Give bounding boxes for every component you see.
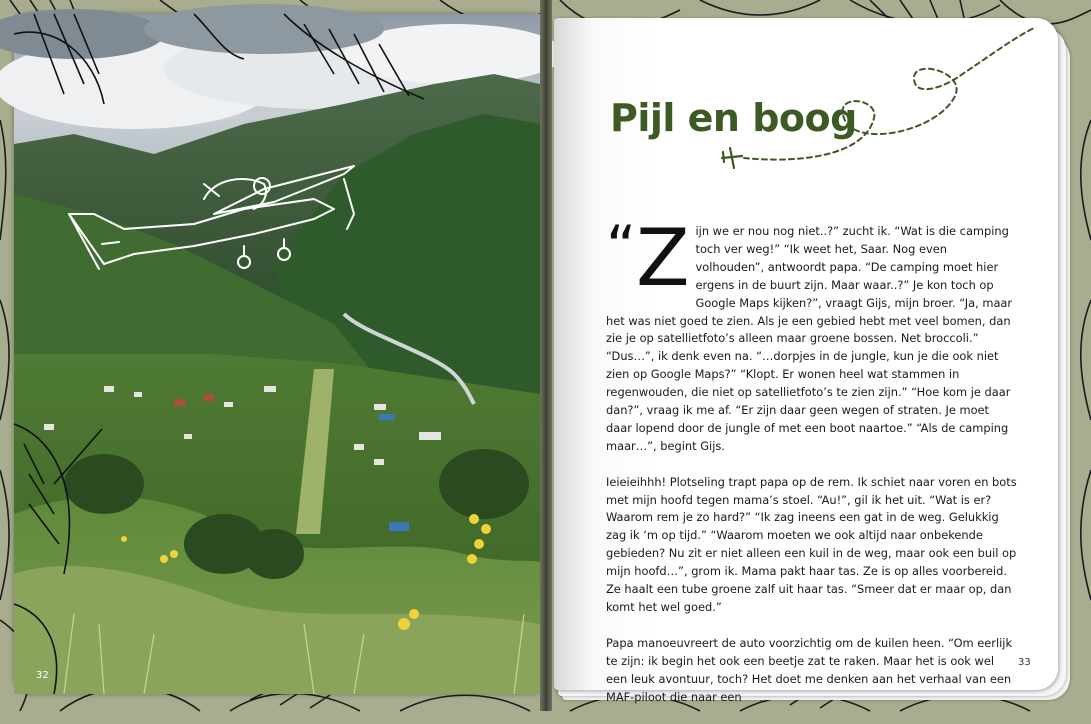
drop-cap <box>606 213 690 304</box>
story-paragraph <box>606 213 1018 456</box>
right-page-stack <box>554 18 1074 704</box>
book-spine <box>540 0 552 711</box>
story-paragraph: Papa manoeuvreert de auto voorzichtig om de kuilen heen. “Om eerlijk te zijn: ik begin het ook een beetje zat te raken. Maar het is ook wel een leuk avontuur, toch? Het doet me denken aan het verhaal van een MAF-piloot die naar een <box>606 635 1013 704</box>
story-text <box>606 213 1018 724</box>
drop-cap-quote: “ <box>606 213 637 281</box>
mountain-valley-airstrip-photo <box>14 14 540 694</box>
drop-cap-letter: Z <box>636 214 690 304</box>
paragraph-text: ijn we er nou nog niet..?” zucht ik. “Wat is die camping toch ver weg!” “Ik weet het, Saar. Nog even volhouden”, antwoordt papa. “De camping moet hier ergens in de buurt zijn. Maar waar..?” Je kon toch op Google Maps kijken?”, vraagt Gijs, mijn broer. “Ja, maar het was niet goed te zien. Als je een gebied hebt met veel bomen, dan zie je op satellietfoto’s alleen maar groene bossen. Net broccoli.” “Dus…”, ik denk even na. “…dorpjes in de jungle, kun je die ook niet zien op Google Maps?” “Klopt. Er wonen heel wat stammen in regenwouden, die niet op satellietfoto’s te zien zijn.” “Hoe kom je daar dan?”, vraag ik me af. “Er zijn daar geen wegen of straten. Je moet daar lopend door de jungle of met een boot naartoe.” “Als de camping maar…”, begint Gijs. <box>606 224 1013 453</box>
right-page <box>554 18 1058 704</box>
left-page <box>14 14 540 694</box>
page-number-left: 32 <box>36 670 49 681</box>
page-number-right: 33 <box>1018 657 1031 668</box>
story-paragraph: Ieieieihhh! Plotseling trapt papa op de rem. Ik schiet naar voren en bots met mijn hoofd tegen mama’s stoel. “Au!”, gil ik het uit. “Wat is er? Waarom rem je zo hard?” “Ik zag ineens een gat in de weg. Gelukkig zag ik ‘m op tijd.” “Waarom moeten we ook altijd naar onbekende gebieden? Nu zit er niet alleen een kuil in de weg, maar ook een buil op mijn hoofd…”, grom ik. Mama pakt haar tas. Ze is op alles voorbereid. Ze haalt een tube groene zalf uit haar tas. “Smeer dat er maar op, dan komt het wel goed.” <box>606 474 1017 615</box>
small-airplane-icon <box>722 148 742 168</box>
chapter-title: Pijl en boog <box>610 96 857 140</box>
